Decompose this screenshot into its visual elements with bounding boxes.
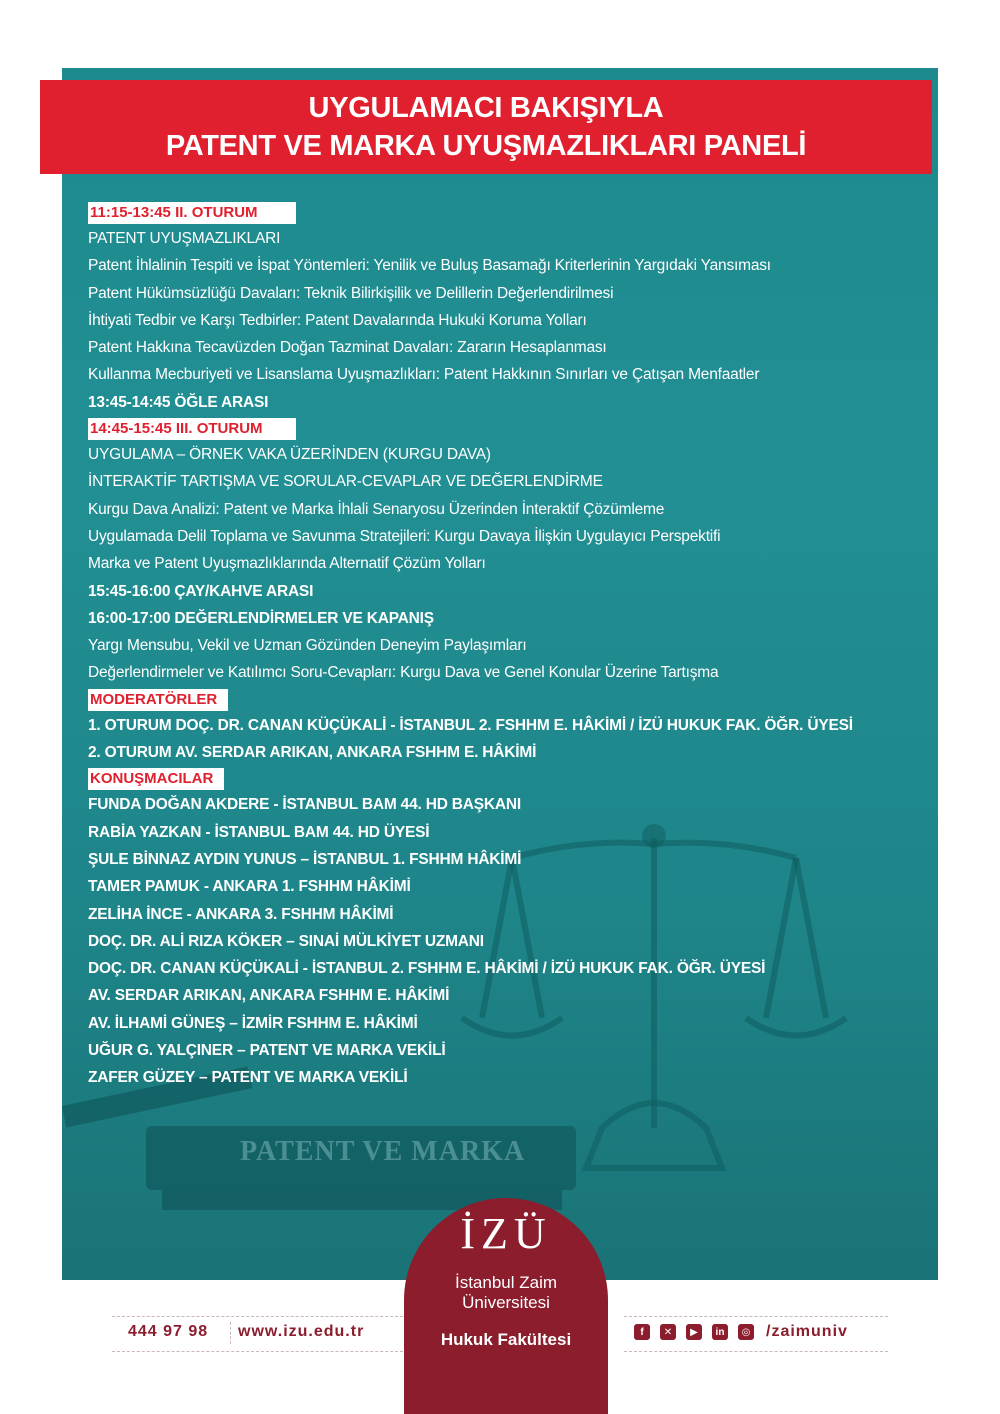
university-name [404, 1273, 608, 1313]
social-handle[interactable]: /zaimuniv [766, 1323, 848, 1340]
program-content [88, 200, 938, 1092]
program-line: PATENT UYUŞMAZLIKLARI [88, 230, 281, 247]
facebook-icon[interactable]: f [634, 1324, 650, 1340]
speaker-line: DOÇ. DR. ALİ RIZA KÖKER – SINAİ MÜLKİYET UZMANI [88, 932, 484, 950]
speaker-line: DOÇ. DR. CANAN KÜÇÜKALİ - İSTANBUL 2. FSHHM E. HÂKİMİ / İZÜ HUKUK FAK. ÖĞR. ÜYESİ [88, 960, 766, 978]
session-2-tag: 11:15-13:45 II. OTURUM [88, 202, 296, 224]
youtube-icon[interactable]: ▶ [686, 1324, 702, 1340]
logo-monogram: İZÜ [460, 1209, 552, 1258]
phone-number[interactable]: 444 97 98 [128, 1323, 209, 1340]
speaker-line: AV. SERDAR ARIKAN, ANKARA FSHHM E. HÂKİMİ [88, 987, 450, 1005]
speaker-line: RABİA YAZKAN - İSTANBUL BAM 44. HD ÜYESİ [88, 823, 430, 841]
moderator-line: 2. OTURUM AV. SERDAR ARIKAN, ANKARA FSHHM E. HÂKİMİ [88, 744, 537, 762]
speaker-line: ZAFER GÜZEY – PATENT VE MARKA VEKİLİ [88, 1069, 408, 1087]
speaker-line: UĞUR G. YALÇINER – PATENT VE MARKA VEKİLİ [88, 1042, 446, 1060]
instagram-icon[interactable]: ◎ [738, 1324, 754, 1340]
title-line-2: PATENT VE MARKA UYUŞMAZLIKLARI PANELİ [165, 130, 807, 162]
university-name-line-1: İstanbul Zaim [454, 1273, 558, 1292]
coffee-break: 15:45-16:00 ÇAY/KAHVE ARASI [88, 582, 314, 600]
moderator-line: 1. OTURUM DOÇ. DR. CANAN KÜÇÜKALİ - İSTANBUL 2. FSHHM E. HÂKİMİ / İZÜ HUKUK FAK. ÖĞR. ÜYESİ [88, 716, 853, 734]
program-line: İhtiyati Tedbir ve Karşı Tedbirler: Patent Davalarında Hukuki Koruma Yolları [88, 311, 587, 329]
program-line: Değerlendirmeler ve Katılımcı Soru-Cevapları: Kurgu Dava ve Genel Konular Üzerine Tartışma [88, 664, 719, 682]
website-link[interactable]: www.izu.edu.tr [238, 1323, 365, 1340]
university-name-line-2: Üniversitesi [462, 1293, 550, 1312]
program-line: UYGULAMA – ÖRNEK VAKA ÜZERİNDEN (KURGU DAVA) [88, 446, 491, 464]
x-icon[interactable]: ✕ [660, 1324, 676, 1340]
speaker-line: AV. İLHAMİ GÜNEŞ – İZMİR FSHHM E. HÂKİMİ [88, 1014, 418, 1032]
program-line: Patent İhlalinin Tespiti ve İspat Yöntemleri: Yenilik ve Buluş Basamağı Kriterlerinin Yargıdaki Yansıması [88, 257, 771, 275]
linkedin-icon[interactable]: in [712, 1324, 728, 1340]
gavel-block-text: PATENT VE MARKA [240, 1136, 526, 1167]
speakers-tag: KONUŞMACILAR [88, 768, 224, 790]
speaker-line: ŞULE BİNNAZ AYDIN YUNUS – İSTANBUL 1. FSHHM HÂKİMİ [88, 850, 522, 868]
program-line: Marka ve Patent Uyuşmazlıklarında Alternatif Çözüm Yolları [88, 555, 486, 573]
speaker-line: ZELİHA İNCE - ANKARA 3. FSHHM HÂKİMİ [88, 905, 394, 923]
program-line: Patent Hakkına Tecavüzden Doğan Tazminat Davaları: Zararın Hesaplanması [88, 339, 607, 357]
footer-divider [230, 1322, 231, 1344]
session-3-tag: 14:45-15:45 III. OTURUM [88, 418, 296, 440]
program-line: Kullanma Mecburiyeti ve Lisanslama Uyuşmazlıkları: Patent Hakkının Sınırları ve Çatışan Menfaatler [88, 366, 760, 384]
speaker-line: TAMER PAMUK - ANKARA 1. FSHHM HÂKİMİ [88, 878, 411, 896]
moderators-tag: MODERATÖRLER [88, 689, 228, 711]
title-banner [40, 80, 932, 174]
program-line: İNTERAKTİF TARTIŞMA VE SORULAR-CEVAPLAR VE DEĞERLENDİRME [88, 473, 603, 491]
social-links [634, 1323, 848, 1341]
lunch-break: 13:45-14:45 ÖĞLE ARASI [88, 393, 269, 411]
program-line: Yargı Mensubu, Vekil ve Uzman Gözünden Deneyim Paylaşımları [88, 637, 527, 655]
speaker-line: FUNDA DOĞAN AKDERE - İSTANBUL BAM 44. HD BAŞKANI [88, 796, 522, 814]
program-line: Uygulamada Delil Toplama ve Savunma Stratejileri: Kurgu Davaya İlişkin Uygulayıcı Perspektifi [88, 527, 721, 545]
closing-title: 16:00-17:00 DEĞERLENDİRMELER VE KAPANIŞ [88, 609, 434, 627]
program-line: Patent Hükümsüzlüğü Davaları: Teknik Bilirkişilik ve Delillerin Değerlendirilmesi [88, 284, 614, 302]
title-line-1: UYGULAMACI BAKIŞIYLA [308, 92, 664, 124]
faculty-name: Hukuk Fakültesi [440, 1330, 572, 1349]
program-line: Kurgu Dava Analizi: Patent ve Marka İhlali Senaryosu Üzerinden İnteraktif Çözümleme [88, 500, 665, 518]
